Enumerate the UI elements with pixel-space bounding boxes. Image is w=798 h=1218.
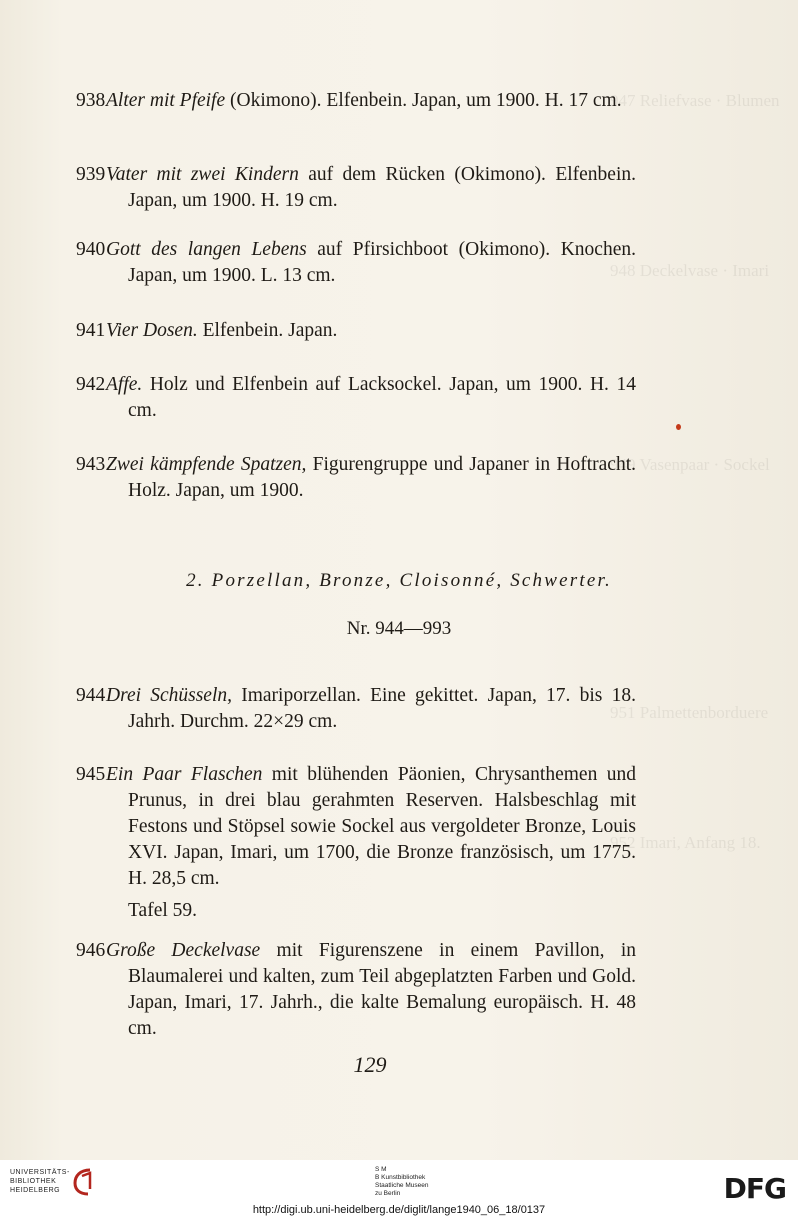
entry-title: Affe. bbox=[106, 374, 143, 395]
entry-description: Holz und Elfenbein auf Lacksockel. Japan, um 1900. H. 14 cm. bbox=[128, 374, 636, 421]
entry-number: 945 bbox=[76, 764, 106, 785]
section-heading: 2. Porzellan, Bronze, Cloisonné, Schwerter. bbox=[186, 570, 612, 591]
entry-number: 941 bbox=[76, 320, 106, 341]
uni-line: UNIVERSITÄTS- bbox=[10, 1169, 70, 1176]
entry-description: mit blühenden Päonien, Chrysanthemen und Prunus, in drei blau gerahmten Reserven. Halsbeschlag mit Festons und Stöpsel sowie Sockel aus vergoldeter Bronze, Louis XVI. Japan, Imari, um 1700, die Bronze französisch, um 1775. H. 28,5 cm. bbox=[128, 764, 636, 889]
section-range: Nr. 944—993 bbox=[346, 618, 452, 639]
sm-kunstbibliothek-label[interactable] bbox=[375, 1166, 428, 1198]
entry-description: Figurengruppe und Japaner in Hoftracht. Holz. Japan, um 1900. bbox=[128, 454, 636, 501]
catalog-entry bbox=[76, 318, 636, 344]
show-through: 949 Vasenpaar · Sockel bbox=[610, 455, 770, 474]
show-through: 947 Reliefvase · Blumen bbox=[610, 91, 780, 110]
catalog-entry bbox=[76, 452, 636, 504]
university-library-label[interactable] bbox=[10, 1168, 70, 1195]
viewer-footer bbox=[0, 1160, 798, 1218]
sm-line: S M bbox=[375, 1166, 387, 1173]
catalog-entry bbox=[76, 372, 636, 424]
sm-line: zu Berlin bbox=[375, 1190, 401, 1197]
catalog-entry bbox=[76, 237, 636, 289]
entry-description: Imariporzellan. Eine gekittet. Japan, 17. bis 18. Jahrh. Durchm. 22×29 cm. bbox=[128, 685, 636, 732]
entry-number: 938 bbox=[76, 90, 106, 111]
entry-title: Alter mit Pfeife bbox=[106, 90, 226, 111]
uni-line: BIBLIOTHEK bbox=[10, 1178, 57, 1185]
entry-title: Drei Schüsseln, bbox=[106, 685, 233, 706]
show-through: 952 Imari, Anfang 18. bbox=[610, 833, 761, 852]
sm-line: B Kunstbibliothek bbox=[375, 1174, 426, 1181]
entry-title: Ein Paar Flaschen bbox=[106, 764, 263, 785]
plate-reference: Tafel 59. bbox=[128, 900, 198, 921]
entry-title: Große Deckelvase bbox=[106, 940, 261, 961]
entry-title: Gott des langen Lebens bbox=[106, 239, 307, 260]
entry-description: (Okimono). Elfenbein. Japan, um 1900. H. 17 cm. bbox=[225, 90, 622, 111]
catalog-entry bbox=[76, 938, 636, 1042]
page-number: 129 bbox=[353, 1052, 387, 1077]
entry-number: 939 bbox=[76, 164, 106, 185]
entry-title: Vater mit zwei Kindern bbox=[106, 164, 299, 185]
catalog-entry bbox=[76, 683, 636, 735]
entry-description: auf Pfirsichboot (Okimono). Knochen. Japan, um 1900. L. 13 cm. bbox=[128, 239, 636, 286]
catalog-entry bbox=[76, 162, 636, 214]
entry-description: Elfenbein. Japan. bbox=[197, 320, 338, 341]
entry-number: 944 bbox=[76, 685, 106, 706]
entry-description: auf dem Rücken (Okimono). Elfenbein. Japan, um 1900. H. 19 cm. bbox=[128, 164, 636, 211]
entry-title: Vier Dosen. bbox=[106, 320, 198, 341]
entry-number: 940 bbox=[76, 239, 106, 260]
entry-number: 943 bbox=[76, 454, 106, 475]
show-through: 951 Palmettenborduere bbox=[610, 703, 769, 722]
sm-line: Staatliche Museen bbox=[375, 1182, 429, 1189]
source-url[interactable]: http://digi.ub.uni-heidelberg.de/diglit/lange1940_06_18/0137 bbox=[252, 1204, 546, 1216]
show-through: 948 Deckelvase · Imari bbox=[610, 261, 770, 280]
catalog-entry bbox=[76, 762, 636, 924]
uni-line: HEIDELBERG bbox=[10, 1187, 61, 1194]
red-mark bbox=[676, 424, 681, 430]
entry-description: mit Figurenszene in einem Pavillon, in Blaumalerei und kalten, zum Teil abgeplatzten Farben und Gold. Japan, Imari, 17. Jahrh., die kalte Bemalung europäisch. H. 48 cm. bbox=[128, 940, 636, 1039]
entry-title: Zwei kämpfende Spatzen, bbox=[106, 454, 307, 475]
dfg-logo[interactable]: DFG bbox=[723, 1172, 786, 1205]
heidelberg-logo-icon[interactable] bbox=[70, 1167, 96, 1197]
entry-number: 946 bbox=[76, 940, 106, 961]
entry-number: 942 bbox=[76, 374, 106, 395]
catalog-entry bbox=[76, 88, 636, 114]
